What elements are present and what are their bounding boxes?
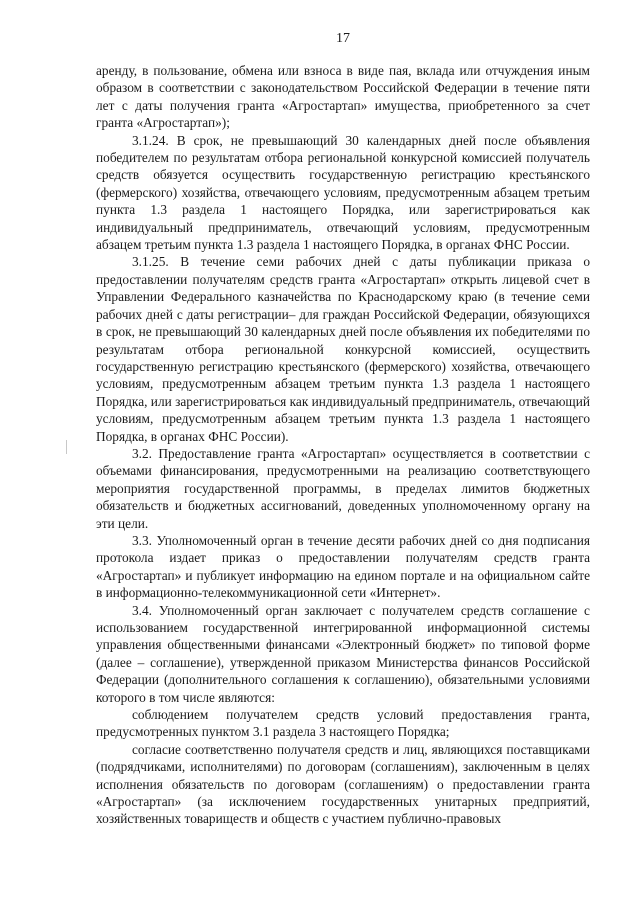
list-item-compliance: соблюдением получателем средств условий предоставления гранта, предусмотренных пунктом 3.1 раздела 3 настоящего Порядка; <box>96 707 590 740</box>
list-item-consent: согласие соответственно получателя средств и лиц, являющихся поставщиками (подрядчиками, исполнителями) по договорам (соглашениям), заключенным в целях исполнения обязательств по договорам (соглашениям) о предоставлении гранта «Агростартап» (за исключением государственных унитарных предприятий, хозяйственных товариществ и обществ с участием публично-правовых <box>96 741 590 827</box>
paragraph-3-1-25: 3.1.25. В течение семи рабочих дней с даты публикации приказа о предоставлении получателям средств гранта «Агростартап» открыть лицевой счет в Управлении Федерального казначейства по Краснодарскому краю (в течение семи рабочих дней с даты регистрации– для граждан Российской Федерации, обязующихся в срок, не превышающий 30 календарных дней после объявления их победителями по результатам отбора региональной конкурсной комиссией, осуществить государственную регистрацию крестьянского (фермерского) хозяйства, отвечающего условиям, предусмотренным абзацем третьим пункта 1.3 раздела 1 настоящего Порядка, или зарегистрироваться как индивидуальный предприниматель, отвечающий условиям, предусмотренным абзацем третьим пункта 1.3 раздела 1 настоящего Порядка, в органах ФНС России). <box>96 254 590 444</box>
paragraph-continuation: аренду, в пользование, обмена или взноса в виде пая, вклада или отчуждения иным образом в соответствии с законодательством Российской Федерации в течение пяти лет с даты получения гранта «Агростартап» имущества, приобретенного за счет гранта «Агростартап»); <box>96 63 590 131</box>
paragraph-3-2: 3.2. Предоставление гранта «Агростартап» осуществляется в соответствии с объемами финансирования, предусмотренными на реализацию соответствующего мероприятия государственной программы, в пределах лимитов бюджетных обязательств и бюджетных ассигнований, доведенных уполномоченному органу на эти цели. <box>96 445 590 531</box>
paragraph-3-1-24: 3.1.24. В срок, не превышающий 30 календарных дней после объявления победителем по результатам отбора региональной конкурсной комиссией получатель средств обязуется осуществить государственную регистрацию крестьянского (фермерского) хозяйства, отвечающего условиям, предусмотренным абзацем третьим пункта 1.3 раздела 1 настоящего Порядка, или зарегистрироваться как индивидуальный предприниматель, отвечающий условиям, предусмотренным абзацем третьим пункта 1.3 раздела 1 настоящего Порядка, в органах ФНС России. <box>96 132 590 253</box>
margin-mark <box>66 440 67 454</box>
page-number: 17 <box>336 31 350 46</box>
paragraph-3-4: 3.4. Уполномоченный орган заключает с получателем средств соглашение с использованием государственной интегрированной информационной системы управления общественными финансами «Электронный бюджет» по типовой форме (далее – соглашение), утвержденной приказом Министерства финансов Российской Федерации (дополнительного соглашения к соглашению), обязательными условиями которого в том числе являются: <box>96 602 590 705</box>
paragraph-3-3: 3.3. Уполномоченный орган в течение десяти рабочих дней со дня подписания протокола издает приказ о предоставлении получателям средств гранта «Агростартап» и публикует информацию на едином портале и на официальном сайте в информационно-телекоммуникационной сети «Интернет». <box>96 532 590 601</box>
